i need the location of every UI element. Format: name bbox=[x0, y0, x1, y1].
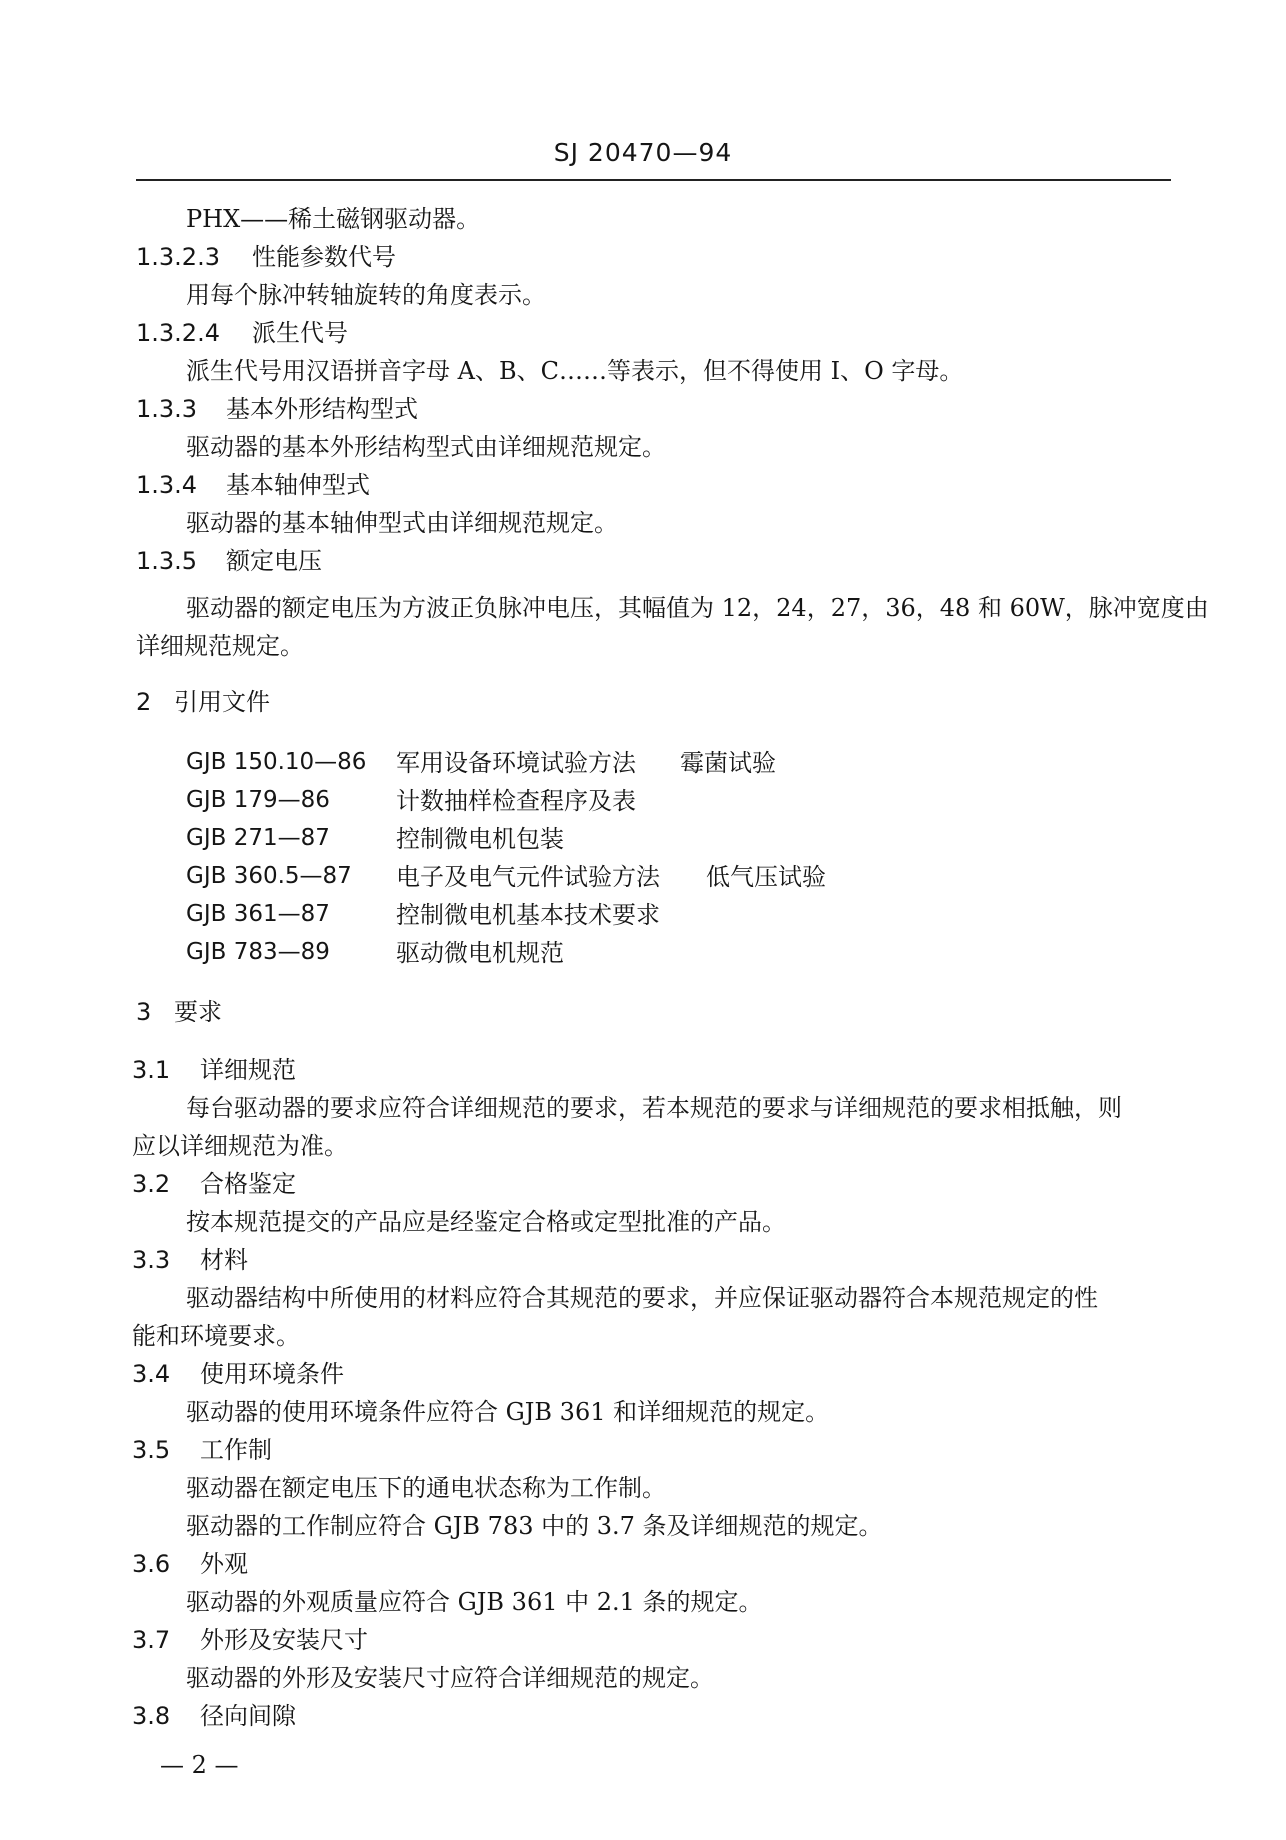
reference-subtitle: 低气压试验 bbox=[706, 863, 826, 891]
section-3-1-title: 详细规范 bbox=[200, 1056, 296, 1084]
phx-line: PHX——稀土磁钢驱动器。 bbox=[186, 205, 481, 233]
section-3-3-body-line1: 驱动器结构中所使用的材料应符合其规范的要求，并应保证驱动器符合本规范规定的性 bbox=[186, 1284, 1098, 1312]
section-3-title: 要求 bbox=[174, 998, 222, 1026]
section-1-3-3-number: 1.3.3 bbox=[136, 395, 198, 423]
section-3-8-number: 3.8 bbox=[132, 1702, 171, 1730]
section-3-6-number: 3.6 bbox=[132, 1550, 171, 1578]
section-1-3-2-3-body: 用每个脉冲转轴旋转的角度表示。 bbox=[186, 281, 546, 309]
section-3-2-title: 合格鉴定 bbox=[200, 1170, 296, 1198]
section-1-3-3-body: 驱动器的基本外形结构型式由详细规范规定。 bbox=[186, 433, 666, 461]
section-3-1-number: 3.1 bbox=[132, 1056, 171, 1084]
section-3-4-title: 使用环境条件 bbox=[200, 1360, 344, 1388]
reference-subtitle: 霉菌试验 bbox=[680, 749, 776, 777]
section-3-4-number: 3.4 bbox=[132, 1360, 171, 1388]
section-1-3-2-3-title: 性能参数代号 bbox=[252, 243, 396, 271]
reference-title: 控制微电机包装 bbox=[396, 825, 564, 853]
reference-title: 电子及电气元件试验方法 bbox=[396, 863, 660, 891]
section-1-3-2-4-title: 派生代号 bbox=[252, 319, 348, 347]
section-3-4-body: 驱动器的使用环境条件应符合 GJB 361 和详细规范的规定。 bbox=[186, 1398, 830, 1426]
section-3-5-title: 工作制 bbox=[200, 1436, 272, 1464]
section-3-6-title: 外观 bbox=[200, 1550, 248, 1578]
section-3-3-number: 3.3 bbox=[132, 1246, 171, 1274]
section-3-7-title: 外形及安装尺寸 bbox=[200, 1626, 368, 1654]
section-1-3-4-body: 驱动器的基本轴伸型式由详细规范规定。 bbox=[186, 509, 618, 537]
section-3-5-body-line1: 驱动器在额定电压下的通电状态称为工作制。 bbox=[186, 1474, 666, 1502]
section-1-3-4-title: 基本轴伸型式 bbox=[226, 471, 370, 499]
section-3-7-body: 驱动器的外形及安装尺寸应符合详细规范的规定。 bbox=[186, 1664, 714, 1692]
header-rule bbox=[136, 179, 1171, 181]
doc-number-header: SJ 20470—94 bbox=[553, 138, 733, 167]
section-1-3-4-number: 1.3.4 bbox=[136, 471, 198, 499]
section-3-5-body-line2: 驱动器的工作制应符合 GJB 783 中的 3.7 条及详细规范的规定。 bbox=[186, 1512, 883, 1540]
reference-code: GJB 271—87 bbox=[186, 825, 330, 851]
section-3-5-number: 3.5 bbox=[132, 1436, 171, 1464]
section-1-3-2-4-body: 派生代号用汉语拼音字母 A、B、C……等表示，但不得使用 I、O 字母。 bbox=[186, 357, 964, 385]
section-1-3-5-body-line2: 详细规范规定。 bbox=[136, 632, 304, 660]
reference-title: 军用设备环境试验方法 bbox=[396, 749, 636, 777]
section-3-1-body-line2: 应以详细规范为准。 bbox=[132, 1132, 348, 1160]
reference-code: GJB 179—86 bbox=[186, 787, 330, 813]
section-3-2-body: 按本规范提交的产品应是经鉴定合格或定型批准的产品。 bbox=[186, 1208, 786, 1236]
section-2-number: 2 bbox=[136, 688, 152, 716]
section-3-8-title: 径向间隙 bbox=[200, 1702, 296, 1730]
reference-title: 驱动微电机规范 bbox=[396, 939, 564, 967]
section-3-3-title: 材料 bbox=[200, 1246, 248, 1274]
section-3-number: 3 bbox=[136, 998, 152, 1026]
section-3-7-number: 3.7 bbox=[132, 1626, 171, 1654]
section-3-3-body-line2: 能和环境要求。 bbox=[132, 1322, 300, 1350]
reference-code: GJB 360.5—87 bbox=[186, 863, 352, 889]
reference-code: GJB 783—89 bbox=[186, 939, 330, 965]
section-1-3-3-title: 基本外形结构型式 bbox=[226, 395, 418, 423]
section-3-2-number: 3.2 bbox=[132, 1170, 171, 1198]
reference-title: 控制微电机基本技术要求 bbox=[396, 901, 660, 929]
section-1-3-5-body-line1: 驱动器的额定电压为方波正负脉冲电压，其幅值为 12，24，27，36，48 和 60W，脉冲宽度由 bbox=[186, 594, 1209, 622]
section-1-3-5-title: 额定电压 bbox=[226, 547, 322, 575]
section-1-3-5-number: 1.3.5 bbox=[136, 547, 198, 575]
reference-code: GJB 361—87 bbox=[186, 901, 330, 927]
section-1-3-2-3-number: 1.3.2.3 bbox=[136, 243, 220, 271]
reference-code: GJB 150.10—86 bbox=[186, 749, 367, 775]
section-2-title: 引用文件 bbox=[174, 688, 270, 716]
reference-title: 计数抽样检查程序及表 bbox=[396, 787, 636, 815]
page-number: — 2 — bbox=[160, 1751, 239, 1779]
section-3-1-body-line1: 每台驱动器的要求应符合详细规范的要求，若本规范的要求与详细规范的要求相抵触，则 bbox=[186, 1094, 1122, 1122]
section-1-3-2-4-number: 1.3.2.4 bbox=[136, 319, 220, 347]
section-3-6-body: 驱动器的外观质量应符合 GJB 361 中 2.1 条的规定。 bbox=[186, 1588, 763, 1616]
